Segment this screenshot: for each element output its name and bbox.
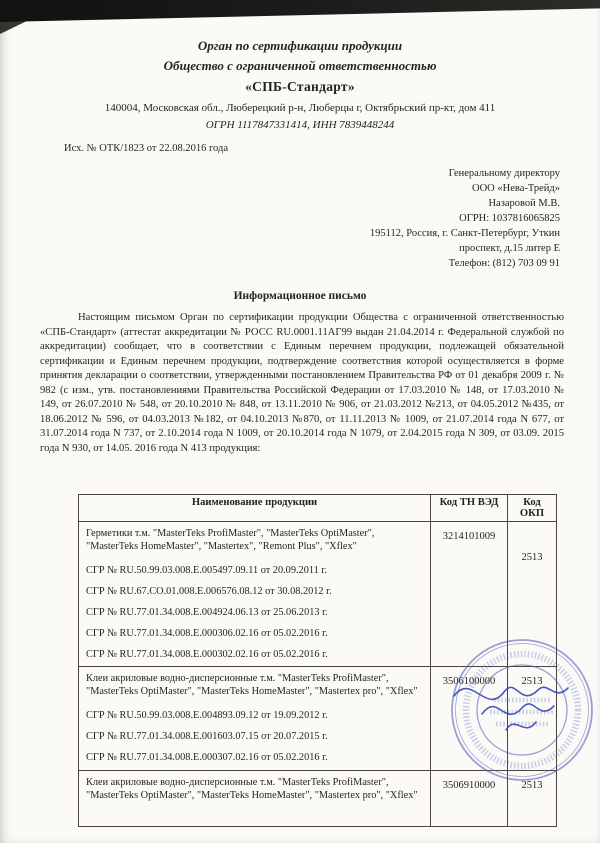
- table-row: [79, 522, 557, 667]
- sgr-certificate: СГР № RU.50.99.03.008.Е.004893.09.12 от 19.09.2012 г.: [86, 710, 328, 721]
- recipient-block: [370, 166, 560, 271]
- letterhead-address: 140004, Московская обл., Люберецкий р-н, Люберцы г, Октябрьский пр-кт, дом 411: [104, 102, 496, 115]
- product-name: Герметики т.м. "MasterTeks ProfiMaster", "MasterTeks OptiMaster", "MasterTeks HomeMaster", "Mastertex", "Remont Plus", "Xflex": [86, 528, 375, 552]
- sgr-certificate: СГР № RU.77.01.34.008.Е.004924.06.13 от 25.06.2013 г.: [86, 607, 328, 618]
- tnved-code: 3506100000: [431, 667, 508, 771]
- product-cell: [79, 522, 431, 667]
- recipient-line: Телефон: (812) 703 09 91: [448, 258, 560, 269]
- product-name: Клеи акриловые водно-дисперсионные т.м. "MasterTeks ProfiMaster", "MasterTeks OptiMaster", "MasterTeks HomeMaster", "Mastertex pro", "Xflex": [86, 777, 418, 801]
- okp-code: 2513: [508, 522, 557, 667]
- recipient-line: ООО «Нева-Трейд»: [472, 183, 560, 194]
- sgr-certificate: СГР № RU.67.СО.01.008.Е.006576.08.12 от 30.08.2012 г.: [86, 586, 332, 597]
- sgr-certificate: СГР № RU.50.99.03.008.Е.005497.09.11 от 20.09.2011 г.: [86, 565, 327, 576]
- recipient-line: ОГРН: 1037816065825: [459, 213, 560, 224]
- scan-artifact-top-band: [0, 0, 600, 22]
- product-name: Клеи акриловые водно-дисперсионные т.м. "MasterTeks ProfiMaster", "MasterTeks OptiMaster", "MasterTeks HomeMaster", "Mastertex pro", "Xflex": [86, 673, 418, 697]
- col-header-product-name: Наименование продукции: [79, 495, 431, 522]
- okp-code: 2513: [508, 667, 557, 771]
- product-cell: [79, 771, 431, 827]
- table-row: [79, 771, 557, 827]
- recipient-line: Назаровой М.В.: [488, 198, 560, 209]
- recipient-line: проспект, д.15 литер Е: [459, 243, 560, 254]
- okp-code: 2513: [508, 771, 557, 827]
- products-table: [78, 494, 557, 827]
- recipient-line: Генеральному директору: [448, 168, 560, 179]
- recipient-line: 195112, Россия, г. Санкт-Петербург, Уткин: [369, 228, 560, 239]
- table-header-row: [79, 495, 557, 522]
- sgr-certificate: СГР № RU.77.01.34.008.Е.000306.02.16 от 05.02.2016 г.: [86, 628, 328, 639]
- letterhead-ogrn-inn: ОГРН 1117847331414, ИНН 7839448244: [205, 118, 395, 131]
- sgr-certificate: СГР № RU.77.01.34.008.Е.001603.07.15 от 20.07.2015 г.: [86, 731, 328, 742]
- table-row: [79, 667, 557, 771]
- letterhead-company-form: Общество с ограниченной ответственностью: [163, 57, 437, 73]
- letter-title: Информационное письмо: [233, 290, 367, 302]
- sgr-certificate: СГР № RU.77.01.34.008.Е.000307.02.16 от 05.02.2016 г.: [86, 752, 328, 763]
- sgr-certificate: СГР № RU.77.01.34.008.Е.000302.02.16 от 05.02.2016 г.: [86, 649, 328, 660]
- letterhead-company-name: «СПБ-Стандарт»: [245, 79, 355, 94]
- outgoing-ref-number: Исх. № ОТК/1823 от 22.08.2016 года: [64, 143, 228, 154]
- col-header-tnved: Код ТН ВЭД: [431, 495, 508, 522]
- letterhead: [0, 36, 600, 133]
- tnved-code: 3214101009: [431, 522, 508, 667]
- product-cell: [79, 667, 431, 771]
- col-header-okp: Код ОКП: [508, 495, 557, 522]
- tnved-code: 3506910000: [431, 771, 508, 827]
- letterhead-org-type: Орган по сертификации продукции: [197, 38, 403, 53]
- letter-body-paragraph: Настоящим письмом Орган по сертификации продукции Общества с ограниченной ответственностью «СПБ-Стандарт» (аттестат аккредитации № РОСС RU.0001.11АГ99 выдан 21.04.2014 г. Федеральной службой по аккредитации) сообщает, что в соответствии с Единым перечнем продукции, подлежащей обязательной сертификации и Единым перечнем продукции, подтверждение соответствия которой осуществляется в форме принятия декларации о соответствии, утвержденными постановлением Правительства РФ от 01 декабря 2009 г. № 982 (с изм., утв. постановлениями Правительства Российской Федерации от 17.03.2010 № 148, от 17.03.2010 № 149, от 26.07.2010 № 548, от 20.10.2010 № 848, от 13.11.2010 № 906, от 21.03.2012 №213, от 04.05.2012 №435, от 18.06.2012 № 596, от 04.03.2013 №182, от 04.10.2013 №870, от 11.11.2013 № 1009, от 21.07.2014 года N 677, от 31.07.2014 года N 737, от 2.10.2014 года N 1009, от 20.10.2014 года N 1079, от 2.04.2015 года N 309, от 03.09. 2015 года N 930, от 14.05. 2016 года N 413 продукция:: [40, 312, 564, 454]
